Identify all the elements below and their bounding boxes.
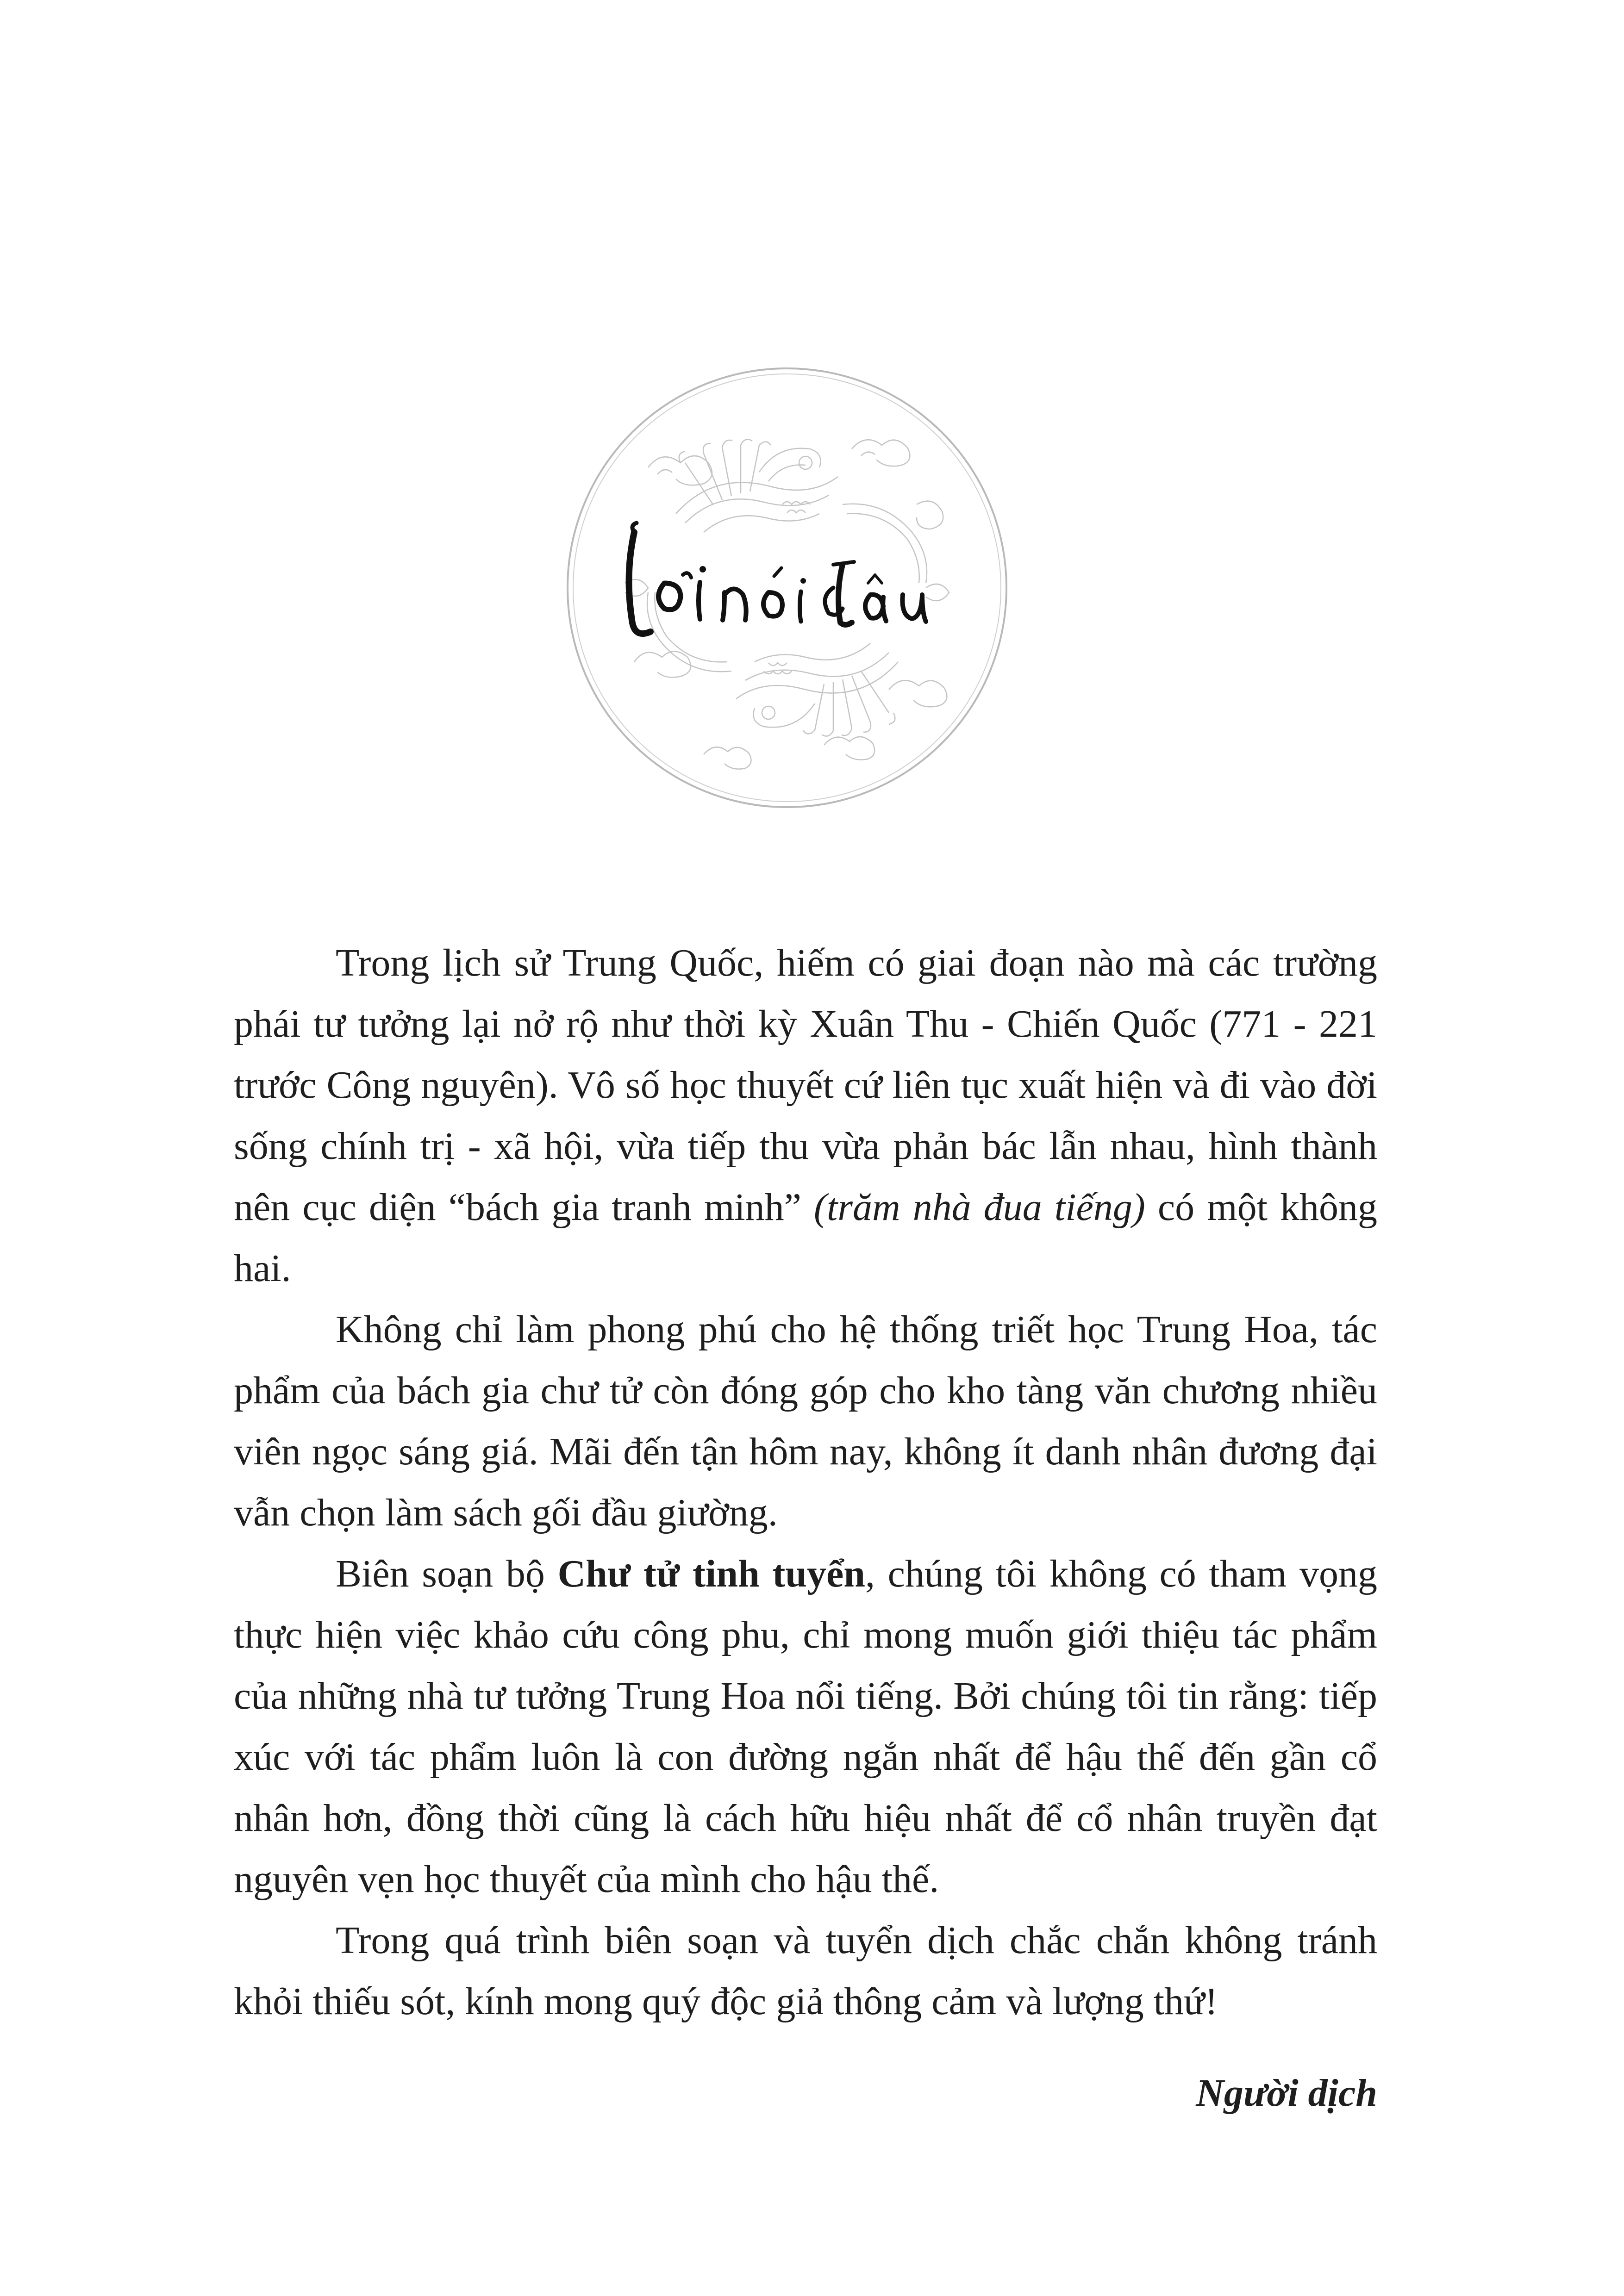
paragraph-4 xyxy=(234,1910,1377,2032)
chapter-emblem xyxy=(565,366,1009,810)
phoenix-medallion-icon xyxy=(565,366,1009,810)
paragraph-text: Trong quá trình biên soạn và tuyển dịch chắc chắn không tránh khỏi thiếu sót, kính mong quý độc giả thông cảm và lượng thứ! xyxy=(234,1919,1377,2023)
paragraph-1 xyxy=(234,933,1377,1299)
paragraph-2 xyxy=(234,1299,1377,1543)
paragraph-text: Trong lịch sử Trung Quốc, hiếm có giai đoạn nào mà các trường phái tư tưởng lại nở rộ như thời kỳ Xuân Thu - Chiến Quốc (771 - 221 trước Công nguyên). Vô số học thuyết cứ liên tục xuất hiện và đi vào đời sống chính trị - xã hội, vừa tiếp thu vừa phản bác lẫn nhau, hình thành nên cục diện “bách gia tranh minh” xyxy=(234,941,1377,1229)
paragraph-3 xyxy=(234,1543,1377,1910)
paragraph-text: , chúng tôi không có tham vọng thực hiện việc khảo cứu công phu, chỉ mong muốn giới thiệu tác phẩm của những nhà tư tưởng Trung Hoa nổi tiếng. Bởi chúng tôi tin rằng: tiếp xúc với tác phẩm luôn là con đường ngắn nhất để hậu thế đến gần cổ nhân hơn, đồng thời cũng là cách hữu hiệu nhất để cổ nhân truyền đạt nguyên vẹn học thuyết của mình cho hậu thế. xyxy=(234,1552,1377,1901)
paragraph-text: có một không hai. xyxy=(234,1186,1377,1290)
italic-gloss: (trăm nhà đua tiếng) xyxy=(814,1186,1145,1229)
paragraph-text: Biên soạn bộ xyxy=(336,1552,558,1595)
signature: Người dịch xyxy=(1196,2072,1377,2115)
paragraph-text: Không chỉ làm phong phú cho hệ thống triết học Trung Hoa, tác phẩm của bách gia chư tử còn đóng góp cho kho tàng văn chương nhiều viên ngọc sáng giá. Mãi đến tận hôm nay, không ít danh nhân đương đại vẫn chọn làm sách gối đầu giường. xyxy=(234,1308,1377,1534)
preface-body xyxy=(234,933,1377,2124)
series-title: Chư tử tinh tuyển xyxy=(557,1552,866,1595)
